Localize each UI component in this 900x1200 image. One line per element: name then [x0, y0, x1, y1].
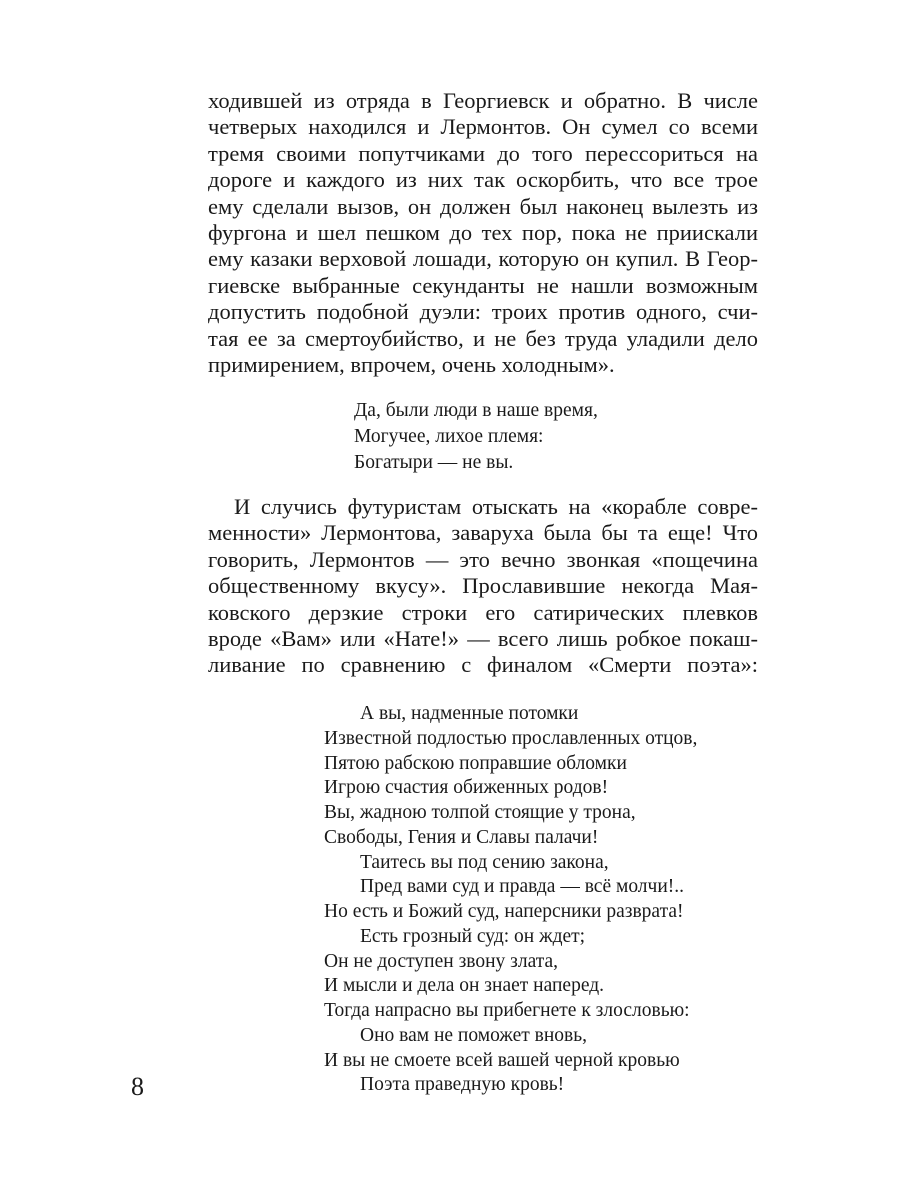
verse-line: Но есть и Божий суд, наперсники разврата!	[324, 901, 684, 922]
verse-line: И вы не смоете всей вашей черной кровью	[324, 1049, 680, 1071]
text-line: тая ее за смертоубийство, и не без труда уладили дело	[208, 325, 758, 351]
text-line: примирением, впрочем, очень холодным».	[208, 352, 615, 378]
text-line: ливание по сравнению с финалом «Смерти поэта»:	[208, 652, 758, 678]
verse-line: Богатыри — не вы.	[354, 452, 514, 473]
verse-line: Пред вами суд и правда — всё молчи!..	[360, 876, 685, 898]
text-line: допустить подобной дуэли: троих против одного, счи-	[208, 299, 758, 325]
verse-line: Поэта праведную кровь!	[360, 1074, 565, 1096]
text-line: вроде «Вам» или «Нате!» — всего лишь робкое покаш-	[208, 626, 758, 652]
verse-line: А вы, надменные потомки	[360, 703, 579, 724]
text-line: ковского дерзкие строки его сатирических плевков	[208, 599, 758, 625]
text-line: ему казаки верховой лошади, которую он купил. В Геор-	[208, 246, 758, 272]
text-line: И случись футуристам отыскать на «корабле совре-	[234, 494, 758, 519]
verse-line: Вы, жадною толпой стоящие у трона,	[324, 802, 636, 823]
paragraph-1	[208, 88, 758, 378]
verse-line: Таитесь вы под сению закона,	[360, 851, 609, 873]
text-line: говорить, Лермонтов — это вечно звонкая «пощечина	[208, 546, 758, 572]
text-line: четверых находился и Лермонтов. Он сумел со всеми	[208, 114, 758, 140]
text-line: общественному вкусу». Прославившие некогда Мая-	[208, 573, 758, 599]
verse-line: Игрою счастия обиженных родов!	[324, 777, 609, 799]
verse-line: Могучее, лихое племя:	[354, 426, 544, 447]
text-line: ходившей из отряда в Георгиевск и обратно. В числе	[208, 88, 758, 113]
text-line: дороге и каждого из них так оскорбить, что все трое	[208, 167, 758, 193]
text-line: менности» Лермонтова, заваруха была бы та еще! Что	[208, 520, 758, 546]
verse-line: И мысли и дела он знает наперед.	[324, 975, 605, 997]
verse-line: Пятою рабскою поправшие обломки	[324, 752, 627, 774]
verse-line: Он не доступен звону злата,	[324, 950, 559, 972]
text-line: гиевске выбранные секунданты не нашли возможным	[208, 272, 758, 298]
page-number: 8	[131, 1072, 144, 1101]
verse-quote-2	[324, 702, 697, 1098]
text-line: фургона и шел пешком до тех пор, пока не приискали	[208, 220, 758, 246]
verse-line: Да, были люди в наше время,	[354, 400, 598, 421]
verse-line: Есть грозный суд: он ждет;	[360, 925, 586, 947]
verse-line: Известной подлостью прославленных отцов,	[324, 727, 698, 749]
text-line: тремя своими попутчиками до того перессориться на	[208, 140, 758, 166]
paragraph-2	[208, 494, 758, 679]
verse-quote-1	[354, 398, 598, 476]
verse-line: Оно вам не поможет вновь,	[360, 1024, 587, 1046]
text-line: ему сделали вызов, он должен был наконец вылезть из	[208, 193, 758, 219]
verse-line: Тогда напрасно вы прибегнете к злословью:	[324, 1000, 690, 1021]
verse-line: Свободы, Гения и Славы палачи!	[324, 826, 599, 848]
